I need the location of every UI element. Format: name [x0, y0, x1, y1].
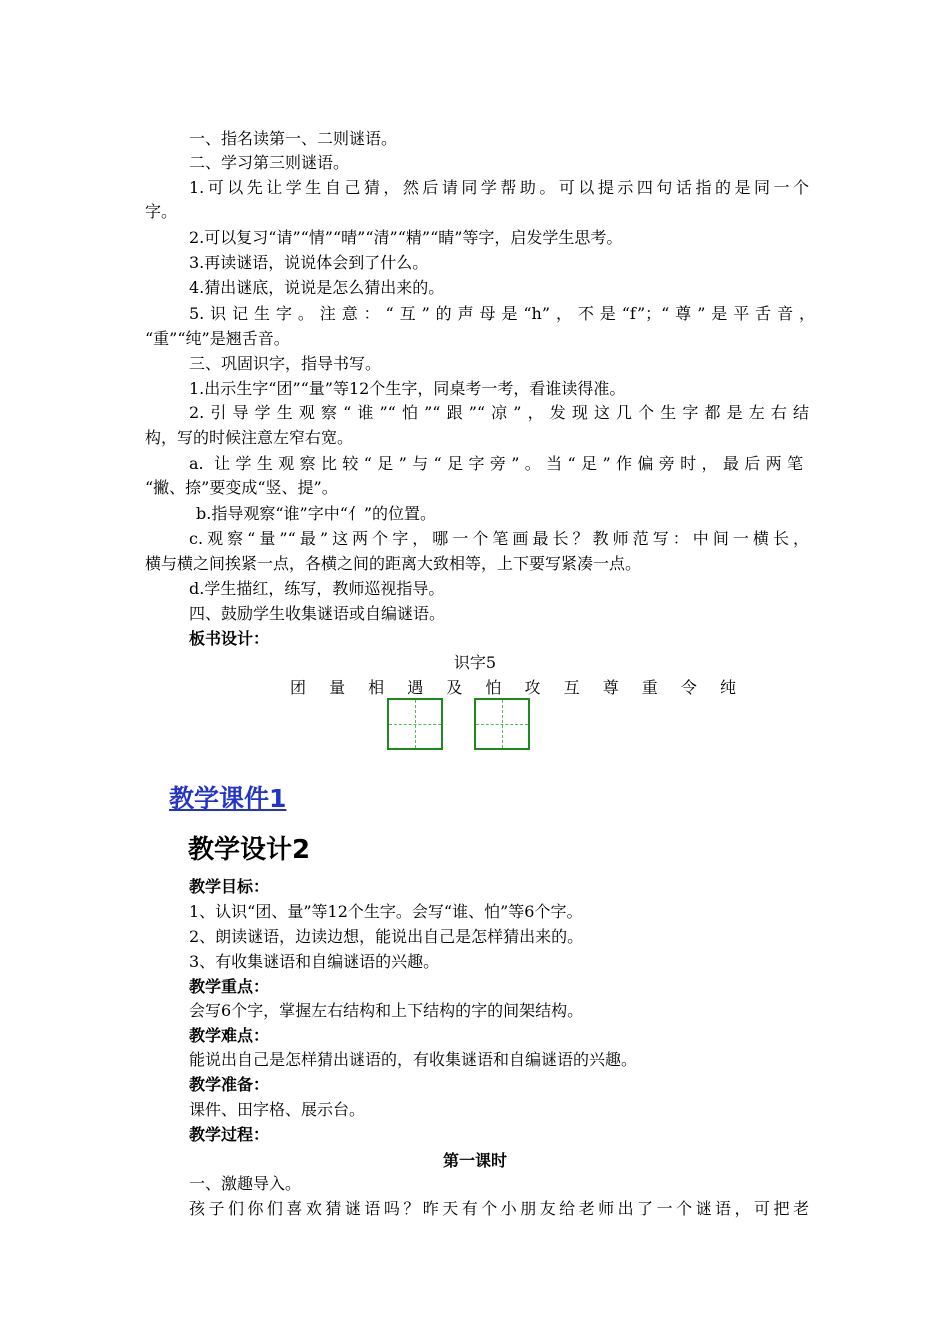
substep-a-line: a. 让学生观察比较“足”与“足字旁”。当“足”作偏旁时，最后两笔 [189, 454, 803, 473]
step-reread: 3.再读谜语，说说体会到了什么。 [189, 253, 429, 272]
process-heading: 教学过程： [189, 1125, 270, 1144]
step-intro-heading: 一、激趣导入。 [189, 1174, 302, 1193]
step-consolidate: 三、巩固识字，指导书写。 [189, 354, 382, 373]
step-guess-line: 1.可以先让学生自己猜，然后请同学帮助。可以提示四句话指的是同一个 [189, 178, 809, 197]
substep-d: d.学生描红，练写，教师巡视指导。 [189, 579, 445, 598]
key-points-text: 会写6个字，掌握左右结构和上下结构的字的间架结构。 [189, 1001, 584, 1020]
goals-heading: 教学目标： [189, 877, 270, 896]
board-characters: 团 量 相 遇 及 怕 攻 互 尊 重 令 纯 [290, 678, 745, 697]
goal-2: 2、朗读谜语，边读边想，能说出自己是怎样猜出来的。 [189, 927, 584, 946]
key-points-heading: 教学重点： [189, 977, 270, 996]
intro-text: 孩子们你们喜欢猜谜语吗？昨天有个小朋友给老师出了一个谜语，可把老 [189, 1199, 809, 1218]
goal-1: 1、认识“团、量”等12个生字。会写“谁、怕”等6个字。 [189, 902, 583, 921]
tianzige-grid-left [387, 698, 443, 750]
step-observe-line: 2.引导学生观察“谁”“怕”“跟”“凉”，发现这几个生字都是左右结 [189, 403, 809, 422]
preparation-heading: 教学准备： [189, 1075, 270, 1094]
substep-b: b.指导观察“谁”字中“亻”的位置。 [196, 504, 437, 523]
substep-c-line-cont: 横与横之间挨紧一点，各横之间的距离大致相等，上下要写紧凑一点。 [145, 554, 642, 573]
preparation-text: 课件、田字格、展示台。 [189, 1100, 366, 1119]
step-observe-line-cont: 构，写的时候注意左窄右宽。 [145, 428, 354, 447]
difficulty-heading: 教学难点： [189, 1026, 270, 1045]
board-title: 识字5 [453, 653, 497, 672]
step-guess-line-cont: 字。 [145, 202, 178, 221]
step-review-chars: 2.可以复习“请”“情”“晴”“清”“精”“睛”等字，启发学生思考。 [189, 228, 623, 247]
substep-a-line-cont: “撇、捺”要变成“竖、提”。 [145, 478, 338, 497]
step-show-chars: 1.出示生字“团”“量”等12个生字，同桌考一考，看谁读得准。 [189, 379, 626, 398]
step-memorize-line: 5.识记生字。注意：“互”的声母是“h”，不是“f”；“尊”是平舌音， [189, 304, 815, 323]
step-answer: 4.猜出谜底，说说是怎么猜出来的。 [189, 278, 445, 297]
step-memorize-line-cont: “重”“纯”是翘舌音。 [145, 329, 290, 348]
first-lesson-heading: 第一课时 [442, 1151, 507, 1170]
step-read-riddles: 一、指名读第一、二则谜语。 [189, 129, 398, 148]
design2-title: 教学设计2 [188, 835, 311, 865]
difficulty-text: 能说出自己是怎样猜出谜语的，有收集谜语和自编谜语的兴趣。 [189, 1050, 638, 1069]
substep-c-line: c.观察“量”“最”这两个字，哪一个笔画最长？教师范写：中间一横长， [189, 529, 809, 548]
board-design-heading: 板书设计： [189, 629, 270, 648]
step-encourage: 四、鼓励学生收集谜语或自编谜语。 [189, 604, 446, 623]
tianzige-grid-right [474, 698, 530, 750]
goal-3: 3、有收集谜语和自编谜语的兴趣。 [189, 952, 440, 971]
courseware-link[interactable]: 教学课件1 [169, 784, 287, 813]
step-third-riddle: 二、学习第三则谜语。 [189, 153, 350, 172]
